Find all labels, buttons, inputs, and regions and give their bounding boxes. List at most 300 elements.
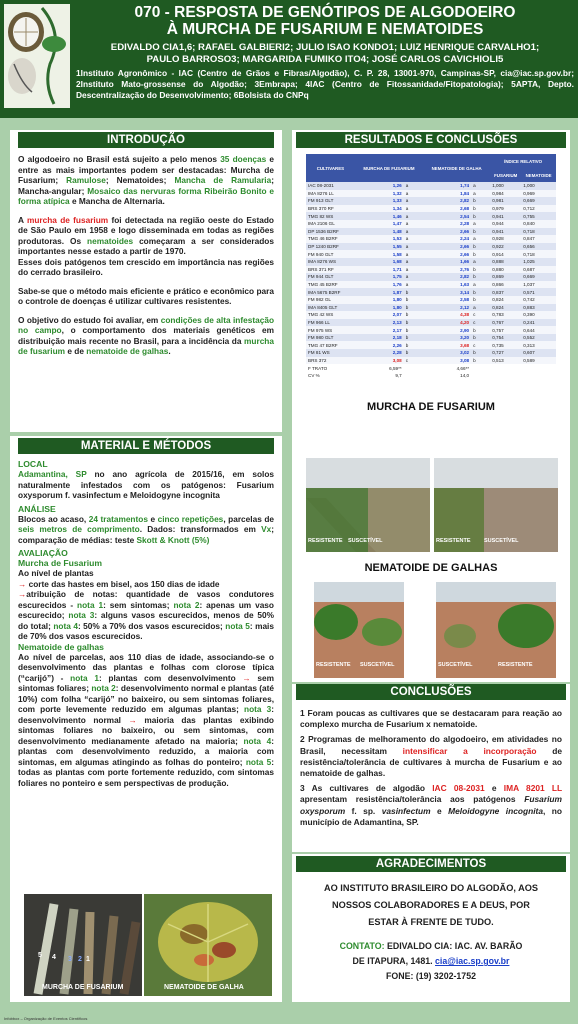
text: maioria das plantas exibindo sintomas foliares no baixeiro, ou sem sintomas, com desenvolvimento medianamente afetado na maioria; [18,714,274,746]
table-cell: 1,66 [423,258,471,266]
col-header: CULTIVARES [306,154,355,182]
photo-label: SUSCETÍVEL [438,662,473,668]
leaf-image [144,894,272,996]
table-row [306,372,556,380]
arrow-right-icon: → [18,578,29,589]
table-cell: 1,48 [355,228,404,236]
table-cell: 0,735 [490,341,521,349]
text: : alguns vasos escurecidos, menos de 50% do total; [18,610,274,631]
table-cell: FM 980 GLT [306,334,355,342]
table-cell: TMG 46 B2RF [306,235,355,243]
contact-line [292,939,570,954]
table-cell: 1,000 [521,182,556,190]
analise-label: ANÁLISE [18,503,56,514]
text: apresentam resistência/tolerância aos patógenos [300,794,525,805]
table-cell [404,364,423,372]
thanks-line: ESTAR À FRENTE DE TUDO. [368,917,494,927]
highlight: condições de alta infestação no campo [18,314,275,335]
table-row [306,190,556,198]
conclusion-1: 1 Foram poucas as cultivares que se destacaram para reação ao complexo murcha de Fusarium x nematoide. [300,708,562,730]
table-cell [521,372,556,380]
text: : sem sintomas; [103,599,174,610]
poster-title [76,4,574,38]
col-header: MURCHA DE FUSARIUM [355,154,423,182]
analise-text [18,514,274,546]
table-cell: a [471,190,490,198]
text: Blocos ao acaso, [18,513,89,524]
table-cell: b [404,326,423,334]
mf-photo-heading: MURCHA DE FUSARIUM [367,401,495,414]
highlight: murcha de fusarium [26,214,109,225]
intro-heading: INTRODUÇÃO [18,132,274,148]
ng-field-photo-1 [314,582,404,678]
avaliacao-label: AVALIAÇÃO [18,548,68,558]
text: e entre as mais importantes podem ser destacadas: Murcha de Fusarium; [18,154,275,185]
contact-line [292,954,570,969]
table-cell: 0,866 [490,281,521,289]
highlight: Mancha de Ramularia [174,175,272,185]
ng-photo-heading: NEMATOIDE DE GALHAS [364,562,498,574]
text: ; comparação de médias: teste [18,524,274,545]
table-row [306,281,556,289]
stem-number: 4 [52,954,56,961]
highlight: seis metros de comprimento [18,524,140,534]
table-cell: DP 1240 B2RF [306,243,355,251]
table-cell: 0,571 [521,288,556,296]
table-cell: 1,63 [423,281,471,289]
table-cell: b [471,326,490,334]
arrow-right-icon: → [242,672,251,683]
highlight: nota 1 [70,672,99,683]
table-cell: 1,80 [355,304,404,312]
stem-number: 1 [86,956,90,963]
table-cell: 2,18 [355,334,404,342]
highlight: nota 2 [91,683,116,693]
table-cell: 2,28 [355,349,404,357]
table-cell: 2,26 [355,341,404,349]
table-cell: CV % [306,372,355,380]
table-cell: 1,71 [355,266,404,274]
highlight: nota 2 [173,599,200,610]
table-cell: 3,14 [423,288,471,296]
text: e de [65,346,87,356]
table-cell: 1,025 [521,258,556,266]
table-row [306,357,556,365]
conclusion-2 [300,734,562,779]
table-cell: 1,47 [355,220,404,228]
highlight: Adamantina, SP [18,469,87,479]
highlight: cinco repetições [157,513,224,524]
table-cell: 2,58 [423,296,471,304]
table-cell: 1,76 [355,281,404,289]
table-row [306,288,556,296]
table-cell: FM 913 GLT [306,197,355,205]
results-table-wrap [292,150,570,379]
table-row [306,349,556,357]
table-cell: b [471,266,490,274]
table-cell: b [471,349,490,357]
table-cell [471,364,490,372]
table-cell: b [471,296,490,304]
table-cell: 2,90 [423,326,471,334]
table-cell: b [471,197,490,205]
table-cell: 2,54 [423,212,471,220]
table-cell: b [471,205,490,213]
results-table [306,154,556,379]
table-cell: 0,767 [490,319,521,327]
nematode-leaf-photo [144,894,272,996]
table-cell: 0,589 [521,357,556,365]
intro-paragraph-1 [18,154,274,207]
photo-label: RESISTENTE [436,538,471,544]
highlight: IAC 08-2031 [432,783,485,794]
table-cell: 2,68 [423,205,471,213]
italic: Meloidogyne incognita [448,805,544,816]
table-cell: 0,783 [490,311,521,319]
table-cell: a [404,220,423,228]
table-cell: FM 940 GLT [306,250,355,258]
table-cell: b [471,212,490,220]
table-cell: 0,880 [490,266,521,274]
table-cell: 2,82 [423,273,471,281]
table-cell [521,364,556,372]
text: de resistência/tolerância de cultivares à murcha de Fusarium e ao nematoide de galhas. [300,745,562,779]
table-cell: F TRATO [306,364,355,372]
table-cell [404,372,423,380]
table-cell: 1,84 [423,190,471,198]
text: e [430,805,449,816]
highlight: 35 doenças [220,154,267,164]
table-cell: 0,941 [490,212,521,220]
table-cell: 6,59** [355,364,404,372]
text: atribuição de notas: quantidade de vasos condutores escurecidos - [18,589,274,610]
table-cell: 1,68 [355,258,404,266]
table-cell: 4,66** [423,364,471,372]
text: : plantas com desenvolvimento reduzido, a maioria com sintomas, em algumas atingindo as folhas do ponteiro; [18,735,274,767]
highlight: IMA 8201 LL [503,783,563,794]
table-cell: FM 81 WS [306,349,355,357]
table-cell: FM 982 GL [306,296,355,304]
table-row [306,243,556,251]
highlight: nota 4 [243,735,272,746]
results-heading: RESULTADOS E CONCLUSÕES [296,132,566,148]
table-cell: b [471,228,490,236]
table-cell: b [471,357,490,365]
text: e [147,513,158,524]
text: ; Mancha-angular; [18,175,274,196]
text: O objetivo do estudo foi avaliar, em [18,314,161,325]
text: . [168,346,171,356]
table-cell: a [404,205,423,213]
methods-section [10,436,282,1002]
table-cell: 2,24 [423,235,471,243]
table-cell: b [404,334,423,342]
contact [292,939,570,984]
table-cell: TMG 42 WS [306,311,355,319]
highlight: nota 5 [245,756,272,767]
table-cell: 0,712 [521,205,556,213]
photo-label: RESISTENTE [498,662,533,668]
intro-paragraph-3: Esses dois patógenos tem crescido em importância nas regiões do cerrado brasileiro. [18,256,274,277]
table-cell: b [404,341,423,349]
table-cell: 0,840 [521,220,556,228]
table-cell: b [471,250,490,258]
table-row [306,212,556,220]
table-cell: a [404,281,423,289]
highlight: nota 1 [77,599,104,610]
table-cell: 0,687 [521,266,556,274]
table-cell: 2,66 [423,243,471,251]
table-cell: 1,58 [355,250,404,258]
table-cell: 0,979 [490,205,521,213]
table-row [306,364,556,372]
text: , no município de Adamantina, SP. [300,805,563,827]
table-cell: 0,824 [490,304,521,312]
table-cell: 3,02 [423,349,471,357]
text: , parcelas de [223,513,275,524]
text: DE ITAPURA, 1481. [352,956,436,966]
table-cell: IMA 8405 GLT [306,304,355,312]
local-label: LOCAL [18,459,48,469]
intro-paragraph-4: Sabe-se que o método mais eficiente e prático e econômico para o controle de doenças é utilizar cultivares resistentes. [18,285,274,306]
mf-label: Murcha de Fusarium [18,558,103,568]
table-cell: b [471,334,490,342]
text: 3 As cultivares de algodão [300,783,433,794]
table-row [306,250,556,258]
thanks-line: AO INSTITUTO BRASILEIRO DO ALGODÃO, AOS [323,883,539,893]
table-cell: TMG 45 B2RF [306,281,355,289]
local-text [18,469,274,501]
table-row [306,182,556,190]
highlight: nematoide de galhas [86,346,169,356]
poster-header [0,0,578,118]
table-cell: a [404,273,423,281]
table-cell: 2,76 [423,266,471,274]
table-cell: 4,38 [423,311,471,319]
table-cell: 1,26 [355,182,404,190]
text: e [484,783,504,794]
arrow-right-icon: → [128,714,137,725]
intro-paragraph-5 [18,315,274,357]
table-row [306,235,556,243]
text: corte das hastes em bisel, aos 150 dias de idade [28,578,220,589]
table-cell: a [404,228,423,236]
table-cell: a [471,220,490,228]
table-row [306,197,556,205]
mf-level: Ao nível de plantas [18,568,94,578]
table-cell: 2,13 [355,319,404,327]
table-cell: 1,037 [521,281,556,289]
table-cell: 2,28 [423,220,471,228]
text: f. sp. [345,805,382,816]
table-cell: 0,755 [521,212,556,220]
table-cell: 1,75 [355,273,404,281]
table-cell: 2,12 [423,304,471,312]
photo-caption: MURCHA DE FUSARIUM [42,984,124,991]
thanks-heading: AGRADECIMENTOS [296,856,566,872]
table-cell: 2,17 [355,326,404,334]
table-row [306,319,556,327]
table-cell: TMG 82 WS [306,212,355,220]
authors-line-2: PAULO BARROSO3; MARGARIDA FUMIKO ITO4; JOSÉ CARLOS CAVICHIOLI5 [146,54,504,65]
mf-step-1 [18,579,274,590]
table-row [306,228,556,236]
table-cell: 0,847 [521,235,556,243]
col-header: NEMATOIDE DE GALHA [423,154,490,182]
text: : todas as plantas com porte fortemente reduzido, com sintomas foliares no ponteiro e sem perspectivas de produção. [18,756,274,788]
ng-label: Nematoide de galhas [18,641,104,652]
table-cell: FM 966 LL [306,319,355,327]
table-cell: a [471,304,490,312]
table-cell: 1,34 [355,205,404,213]
ng-text [18,652,274,789]
table-cell: b [471,243,490,251]
table-cell: a [471,281,490,289]
table-cell: 2,07 [355,311,404,319]
table-cell: a [404,258,423,266]
table-cell: 2,66 [423,228,471,236]
table-cell: 0,944 [490,220,521,228]
highlight: nota 3 [68,610,95,620]
text: : 50% a 70% dos vasos escurecidos; [77,620,226,631]
highlight: nota 5 [225,620,250,631]
results-table-body [306,182,556,379]
table-cell: FM 944 GLT [306,273,355,281]
highlight: Mosaico das nervuras forma Ribeirão Bonito e forma atípica [18,185,274,206]
authors [76,42,574,66]
stem-number: 2 [78,956,82,963]
contact-label: CONTATO: [339,941,385,951]
table-row [306,304,556,312]
table-cell: IMA 8276 LL [306,190,355,198]
footer: Infobbox – Organização de Eventos Científicos [4,1016,88,1021]
table-cell: 0,928 [490,235,521,243]
table-cell: IMA 2106 GL [306,220,355,228]
table-cell: 2,66 [423,250,471,258]
table-cell: 0,824 [490,296,521,304]
table-cell: a [471,182,490,190]
photo-label: RESISTENTE [316,662,351,668]
table-cell: 0,754 [490,334,521,342]
intro-paragraph-2 [18,215,274,257]
table-cell: 2,82 [423,197,471,205]
thanks-section [292,854,570,1002]
table-cell: b [404,288,423,296]
table-cell: 1,33 [355,197,404,205]
table-cell: b [471,288,490,296]
table-cell: b [404,304,423,312]
table-cell: 0,742 [521,296,556,304]
title-line-1: 070 - RESPOSTA DE GENÓTIPOS DE ALGODOEIRO [134,4,516,21]
photo-label: RESISTENTE [308,538,343,544]
mf-step-2 [18,589,274,642]
table-cell: a [404,197,423,205]
table-cell: b [404,311,423,319]
text: : apenas um vaso escurecido; [18,599,274,620]
conclusions-heading: CONCLUSÕES [296,684,566,700]
table-cell: 3,08 [355,357,404,365]
table-cell: 1,87 [355,288,404,296]
table-cell: 0,981 [490,197,521,205]
table-cell [490,364,521,372]
intro-section [10,130,282,432]
table-cell: a [404,250,423,258]
table-cell: 0,837 [490,288,521,296]
table-cell: 0,922 [490,243,521,251]
table-cell: BRS 371 RF [306,266,355,274]
table-cell: 0,969 [521,190,556,198]
table-cell: IAC 08-2031 [306,182,355,190]
col-header: FUSARIUM [490,168,521,182]
table-cell: 0,941 [490,228,521,236]
italic: Fusarium oxysporum [300,794,562,816]
highlight: nota 3 [244,704,272,714]
table-cell: DP 1536 B2RF [306,228,355,236]
stem-cuts-image [24,894,142,996]
text: : plantas com desenvolvimento [98,672,243,683]
table-cell: FM 975 WS [306,326,355,334]
mf-field-photo-1 [306,458,430,552]
col-header: NEMATOIDE [521,168,556,182]
text: A [18,214,27,225]
table-cell: 0,869 [490,273,521,281]
table-cell: 0,727 [490,349,521,357]
table-cell: 1,46 [355,212,404,220]
text: Ao nível de parcelas, aos 110 dias de idade, associando-se o desenvolvimento das plantas e folhas com clorose típica (“carijó”) - [18,651,274,683]
mf-field-photo-2 [434,458,558,552]
table-cell: 0,313 [521,341,556,349]
italic: vasinfectum [381,805,431,816]
methods-heading: MATERIAL E MÉTODOS [18,438,274,454]
cotton-logo [4,4,70,108]
arrow-right-icon: → [18,589,27,599]
table-cell: c [471,341,490,349]
table-cell: c [471,311,490,319]
table-cell: 0,669 [521,273,556,281]
table-cell: 1,80 [355,296,404,304]
text: começaram a ser considerados importantes nesse estado a partir de 1970. [18,235,274,256]
table-row [306,296,556,304]
table-cell: b [404,319,423,327]
thanks-text [292,880,570,931]
table-cell: 14,0 [423,372,471,380]
email-link[interactable]: cia@iac.sp.gov.br [435,956,510,966]
table-row [306,341,556,349]
text: : desenvolvimento normal [18,704,274,725]
text: . Dados: transformados em [139,524,262,534]
ng-field-photo-2 [436,582,556,678]
stem-number: 3 [68,956,72,963]
thanks-line: NOSSOS COLABORADORES E A DEUS, POR [332,900,530,910]
table-cell: a [471,235,490,243]
title-line-2: À MURCHA DE FUSARIUM E NEMATOIDES [166,21,484,38]
table-cell: 1,32 [355,190,404,198]
table-cell: 0,656 [521,243,556,251]
table-row [306,266,556,274]
table-cell: 0,757 [490,326,521,334]
table-cell: 1,53 [355,235,404,243]
table-cell: 0,669 [521,197,556,205]
table-cell: 0,883 [521,304,556,312]
text: O algodoeiro no Brasil está sujeito a pelo menos [18,154,221,164]
stem-number: 5 [38,952,42,959]
text: : mais de 70% dos vasos escurecidos. [18,620,274,641]
table-cell: 0,552 [521,334,556,342]
conclusions-section [292,684,570,852]
table-cell: 0,914 [490,250,521,258]
photo-label: SUSCETÍVEL [348,538,383,544]
text: ; Nematoides; [105,175,175,185]
